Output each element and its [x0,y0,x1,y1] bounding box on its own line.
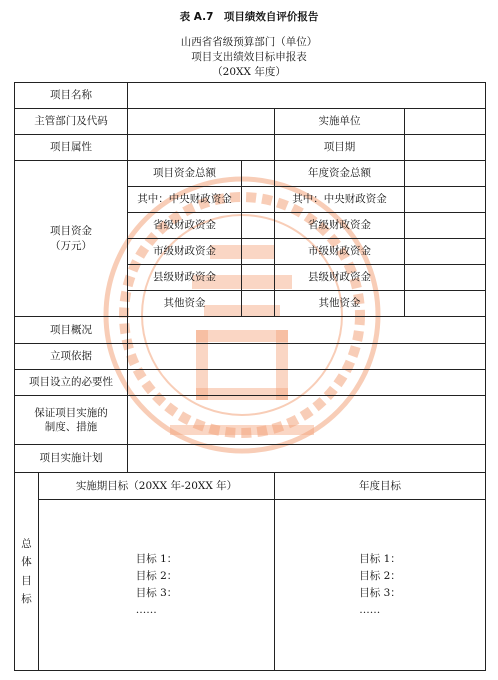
report-title: 表 A.7 项目绩效自评价报告 [179,11,319,23]
row-fund-total [15,161,486,187]
goal-char: 目 [21,574,32,587]
row-basis [15,344,486,370]
label-overall-goal [15,473,39,671]
fund-right-label: 市级财政资金 [275,239,405,265]
goal-left-item: 目标 3： [135,587,178,599]
fund-right-label: 县级财政资金 [275,265,405,291]
fund-left-label: 市级财政资金 [128,239,242,265]
label-project-name: 项目名称 [15,83,128,109]
label-project-period: 项目期 [275,135,405,161]
subtitle-line-1: 山西省省级预算部门（单位） [180,36,318,48]
row-project-name [15,83,486,109]
row-overview [15,317,486,344]
label-impl-unit: 实施单位 [275,109,405,135]
fund-left-label: 其他资金 [128,291,242,317]
fund-left-input[interactable] [242,213,275,239]
input-basis[interactable] [128,344,486,370]
goal-char: 体 [21,556,32,569]
fund-left-label: 省级财政资金 [128,213,242,239]
fund-right-input[interactable] [405,291,486,317]
fund-left-input[interactable] [242,239,275,265]
fund-left-input[interactable] [242,265,275,291]
fund-left-label: 项目资金总额 [128,161,242,187]
goal-right-item: …… [359,603,381,616]
goal-right-item: 目标 2： [359,570,401,583]
input-project-attr[interactable] [128,135,275,161]
input-guarantee[interactable] [128,396,486,445]
fund-left-label: 其中：中央财政资金 [128,187,242,213]
fund-right-input[interactable] [405,213,486,239]
goal-left-item: 目标 2： [135,570,178,583]
fund-right-input[interactable] [405,265,486,291]
fund-left-input[interactable] [242,291,275,317]
goal-left-item: 目标 1： [135,553,178,566]
row-attr [15,135,486,161]
input-impl-unit[interactable] [405,109,486,135]
goal-right-item: 目标 3： [359,587,401,599]
budget-form-table [14,82,486,671]
fund-left-label: 县级财政资金 [128,265,242,291]
subtitle-line-3: （20XX 年度） [212,66,286,78]
fund-right-label: 其他资金 [275,291,405,317]
label-guarantee [15,396,128,445]
funds-label-line1: 项目资金 [50,225,92,238]
row-dept [15,109,486,135]
guarantee-line2: 制度、措施 [44,421,98,433]
label-necessity: 项目设立的必要性 [15,370,128,396]
goal-right-item: 目标 1： [359,553,401,566]
input-dept-code[interactable] [128,109,275,135]
fund-right-label: 年度资金总额 [275,161,405,187]
fund-right-input[interactable] [405,161,486,187]
input-overview[interactable] [128,317,486,344]
input-project-name[interactable] [128,83,486,109]
fund-right-input[interactable] [405,187,486,213]
row-guarantee [15,396,486,445]
row-goal-headers [15,473,486,500]
label-overview: 项目概况 [15,317,128,344]
input-annual-goals[interactable] [275,500,486,671]
row-plan [15,445,486,473]
header-impl-period-goal: 实施期目标（20XX 年-20XX 年） [39,473,275,500]
header-annual-goal: 年度目标 [275,473,486,500]
input-necessity[interactable] [128,370,486,396]
row-necessity [15,370,486,396]
label-project-funds [15,161,128,317]
input-project-period[interactable] [405,135,486,161]
fund-right-label: 其中：中央财政资金 [275,187,405,213]
funds-label-line2: （万元） [50,239,92,252]
goal-char: 标 [21,592,32,605]
row-goal-content [15,500,486,671]
label-plan: 项目实施计划 [15,445,128,473]
subtitle-line-2: 项目支出绩效目标申报表 [191,51,307,63]
fund-right-label: 省级财政资金 [275,213,405,239]
label-basis: 立项依据 [15,344,128,370]
label-dept-code: 主管部门及代码 [15,109,128,135]
fund-left-input[interactable] [242,161,275,187]
label-project-attr: 项目属性 [15,135,128,161]
fund-left-input[interactable] [242,187,275,213]
input-impl-period-goals[interactable] [39,500,275,671]
input-plan[interactable] [128,445,486,473]
goal-left-item: …… [135,603,157,616]
fund-right-input[interactable] [405,239,486,265]
guarantee-line1: 保证项目实施的 [34,406,108,419]
goal-char: 总 [21,537,32,550]
